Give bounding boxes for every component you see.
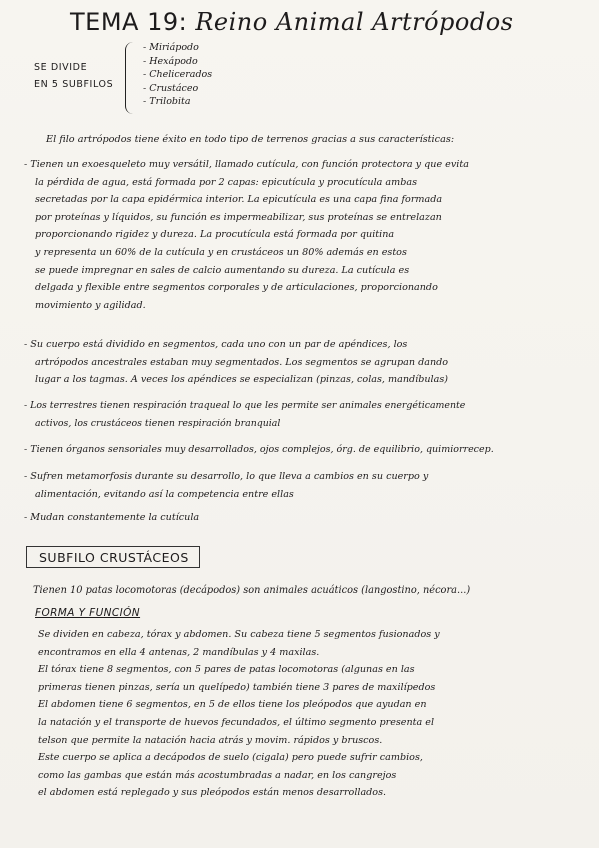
bullet-segments: [24, 336, 448, 389]
note-line: - Tienen un exoesqueleto muy versátil, llamado cutícula, con función protectora y que evita: [24, 159, 469, 170]
note-line: la natación y el transporte de huevos fecundados, el último segmento presenta el: [38, 716, 435, 728]
note-line: delgada y flexible entre segmentos corporales y de articulaciones, proporcionando: [35, 282, 438, 294]
bullet-sensory-organs: [24, 441, 494, 459]
note-line: se puede impregnar en sales de calcio aumentando su dureza. La cutícula es: [35, 264, 410, 276]
note-line: lugar a los tagmas. A veces los apéndices se especializan (pinzas, colas, mandíbulas): [35, 374, 448, 386]
title-topic-name: Reino Animal Artrópodos: [195, 8, 514, 36]
section-subheading: FORMA Y FUNCIÓN: [35, 607, 141, 619]
note-line: encontramos en ella 4 antenas, 2 mandíbulas y 4 maxilas.: [38, 646, 320, 658]
note-line: - Los terrestres tienen respiración traqueal lo que les permite ser animales energéticamente: [24, 400, 466, 411]
note-line: activos, los crustáceos tienen respiración branquial: [35, 417, 281, 429]
subphylum-item: - Chelicerados: [143, 68, 212, 82]
note-line: Se dividen en cabeza, tórax y abdomen. Su cabeza tiene 5 segmentos fusionados y: [38, 629, 440, 640]
note-line: movimiento y agilidad.: [35, 299, 146, 311]
note-line: telson que permite la natación hacia atrás y movim. rápidos y bruscos.: [38, 734, 383, 746]
bullet-molting: [24, 509, 199, 527]
note-line: - Su cuerpo está dividido en segmentos, cada uno con un par de apéndices, los: [24, 339, 408, 350]
bullet-respiration: [24, 397, 465, 432]
curly-brace: [125, 42, 136, 114]
note-line: proporcionando rigidez y dureza. La procutícula está formada por quitina: [35, 229, 395, 241]
note-line: - Sufren metamorfosis durante su desarrollo, lo que lleva a cambios en su cuerpo y: [24, 471, 429, 482]
note-line: por proteínas y líquidos, su función es impermeabilizar, sus proteínas se entrelazan: [35, 211, 442, 223]
note-line: artrópodos ancestrales estaban muy segmentados. Los segmentos se agrupan dando: [35, 356, 449, 368]
subphylum-item: - Hexápodo: [143, 55, 212, 69]
crustacean-intro: Tienen 10 patas locomotoras (decápodos) son animales acuáticos (langostino, nécora...): [33, 585, 471, 596]
bullet-exoskeleton: [24, 156, 469, 314]
note-line: la pérdida de agua, está formada por 2 capas: epicutícula y procutícula ambas: [35, 176, 418, 188]
subphylum-item: - Miriápodo: [143, 41, 212, 55]
note-line: secretadas por la capa epidérmica interior. La epicutícula es una capa fina formada: [35, 194, 443, 206]
note-line: primeras tienen pinzas, sería un quelípedo) también tiene 3 pares de maxilípedos: [38, 681, 436, 693]
section-title-box: SUBFILO CRUSTÁCEOS: [26, 546, 200, 568]
subdivision-label-line-1: SE DIVIDE: [34, 62, 88, 73]
page-title: [70, 8, 513, 36]
note-line: y representa un 60% de la cutícula y en crustáceos un 80% además en estos: [35, 246, 407, 258]
intro-text: El filo artrópodos tiene éxito en todo tipo de terrenos gracias a sus características:: [46, 134, 455, 145]
note-line: El tórax tiene 8 segmentos, con 5 pares de patas locomotoras (algunas en las: [38, 664, 415, 676]
note-line: - Tienen órganos sensoriales muy desarrollados, ojos complejos, órg. de equilibrio, quimiorrecep.: [24, 444, 494, 455]
crustacean-form-text: [38, 626, 440, 802]
note-line: Este cuerpo se aplica a decápodos de suelo (cigala) pero puede sufrir cambios,: [38, 752, 423, 764]
note-line: El abdomen tiene 6 segmentos, en 5 de ellos tiene los pleópodos que ayudan en: [38, 699, 427, 711]
note-line: - Mudan constantemente la cutícula: [24, 512, 200, 523]
title-topic-number: TEMA 19:: [70, 8, 188, 36]
bullet-metamorphosis: [24, 468, 428, 503]
note-line: como las gambas que están más acostumbradas a nadar, en los cangrejos: [38, 769, 397, 781]
note-line: el abdomen está replegado y sus pleópodos están menos desarrollados.: [38, 787, 387, 799]
subphylum-item: - Crustáceo: [143, 82, 212, 96]
subdivision-label-line-2: EN 5 SUBFILOS: [34, 79, 114, 90]
subphyla-list: [143, 41, 212, 109]
subphylum-item: - Trilobita: [143, 95, 212, 109]
note-line: alimentación, evitando así la competencia entre ellas: [35, 488, 294, 500]
